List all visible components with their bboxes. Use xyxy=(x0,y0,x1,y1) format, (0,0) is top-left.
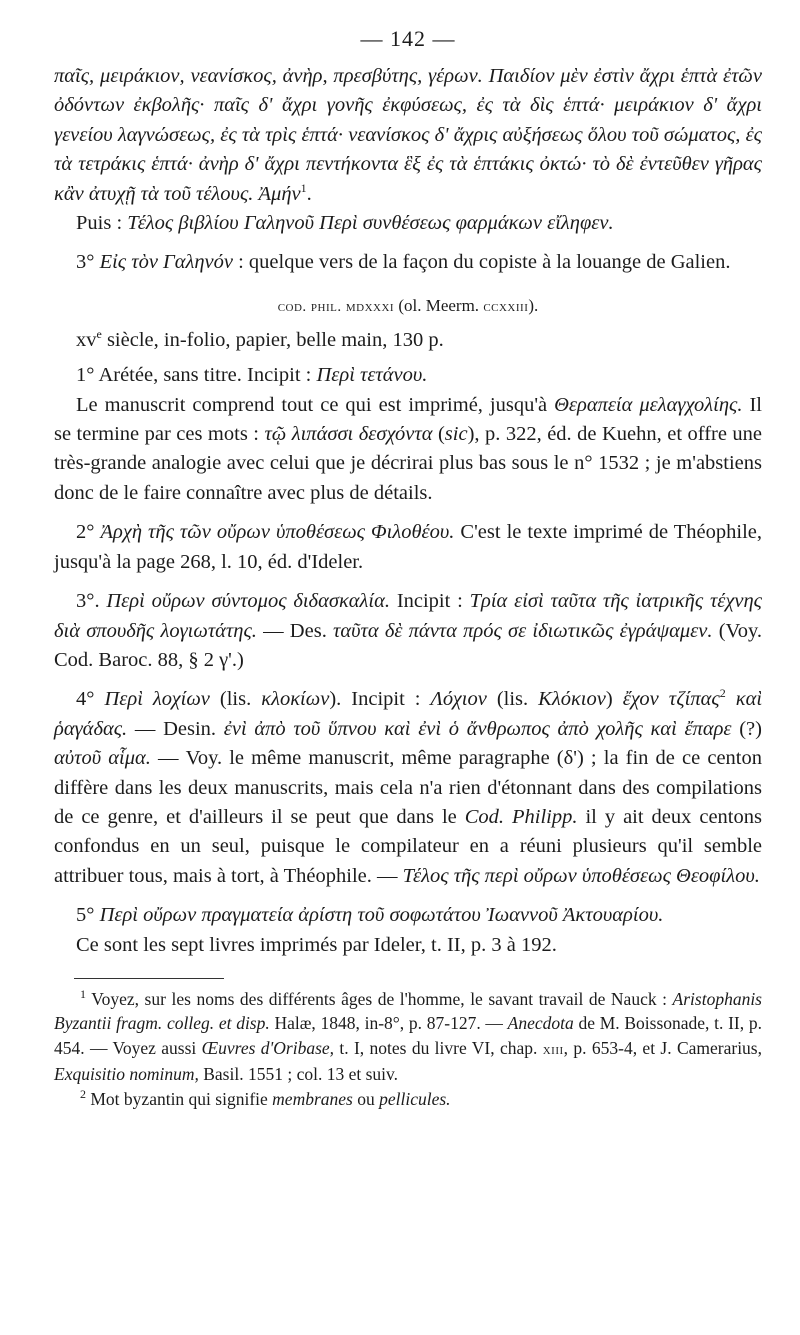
text: (ol. Meerm. xyxy=(394,295,484,315)
text: 1° Arétée, sans titre. Incipit : xyxy=(76,364,317,387)
superscript: e xyxy=(96,327,102,342)
footnote-ref[interactable]: 2 xyxy=(719,686,726,701)
italic-text: pellicules. xyxy=(379,1088,451,1109)
greek-ages-paragraph xyxy=(54,62,762,209)
roman-numeral: xiii xyxy=(542,1041,564,1058)
codex-description xyxy=(54,326,762,355)
text: 4° xyxy=(76,688,105,711)
text: Basil. 1551 ; col. 13 et suiv. xyxy=(198,1064,398,1085)
greek-text: Τέλος βιβλίου Γαληνοῦ Περὶ συνθέσεως φαρμάκων εἴληφεν. xyxy=(127,212,614,235)
text: Incipit : xyxy=(390,590,470,613)
text: ), p. 322, éd. de Kuehn, et offre une très-grande analogie avec celui que je décrirai plus bas sous le n° 1532 ; je m'abstiens donc de le faire connaître avec plus de détails. xyxy=(54,423,763,504)
text: de M. Boissonade, t. II, p. 454. — Voyez aussi xyxy=(54,1013,762,1058)
item-4-paragraph xyxy=(54,685,762,891)
footnote-1 xyxy=(54,987,762,1087)
item-3-paragraph xyxy=(54,248,762,277)
roman-numeral: ccxxiii xyxy=(483,298,529,315)
greek-text: ἐνὶ ἀπὸ τοῦ ὕπνου καὶ ἐνὶ ὁ ἄνθρωπος ἀπὸ χολῆς καὶ ἔπαρε xyxy=(223,717,732,740)
text: xv xyxy=(76,328,97,351)
text: , p. 653-4, et J. Camerarius, xyxy=(563,1037,762,1058)
text: Puis : xyxy=(76,212,128,235)
text: Halæ, 1848, in-8°, p. 87-127. — xyxy=(269,1013,508,1034)
greek-text: ταῦτα δὲ πάντα πρός σε ἰδιωτικῶς ἐγράψαμεν. xyxy=(333,619,713,642)
item-2-paragraph xyxy=(54,518,762,577)
page-number: — 142 — xyxy=(360,26,456,51)
text: . xyxy=(306,182,312,205)
greek-text: παῖς, μειράκιον, νεανίσκος, ἀνὴρ, πρεσβύτης, γέρων. Παιδίον μὲν ἐστὶν ἄχρι ἑπτὰ ἐτῶν ὀδόντων ἐκβολῆς· παῖς δ' ἄχρι γονῆς ἐκφύσεως, ἐς τὰ δὶς ἑπτά· μειράκιον δ' ἄχρι γενείου λαγνώσεως, ἐς τὰ τρὶς ἑπτά· νεανίσκος δ' ἄχρις αὐξήσεως ὅλου τοῦ σώματος, ἐς τὰ τετράκις ἑπτά· ἀνὴρ δ' ἄχρι πεντήκοντα ἓξ ἐς τὰ ἑπτάκις ὀκτώ· τὸ δὲ ἐντεῦθεν γῆρας κἂν ἀτυχῇ τὰ τοῦ τέλους. Ἀμήν xyxy=(54,65,762,205)
greek-text: Περὶ οὔρων σύντομος διδασκαλία. xyxy=(106,590,391,613)
text: (Voy. Cod. Baroc. 88, § 2 γ'.) xyxy=(54,619,762,671)
item-5-paragraph xyxy=(54,901,762,930)
italic-text: sic xyxy=(444,423,468,446)
greek-text: Λόχιον xyxy=(430,688,487,711)
text: ). Incipit : xyxy=(329,688,431,711)
text: (lis. xyxy=(209,688,262,711)
text: — Des. xyxy=(256,619,334,642)
text: ). xyxy=(528,295,539,315)
text: Ce sont les sept livres imprimés par Ideler, t. II, p. 3 à 192. xyxy=(76,933,557,956)
codex-label: cod. phil. mdxxxi xyxy=(277,298,395,315)
italic-text: membranes xyxy=(272,1088,353,1109)
greek-text: Θεραπεία μελαγχολίης. xyxy=(554,393,743,416)
greek-text: κλοκίων xyxy=(261,688,330,711)
text: 2° xyxy=(76,521,101,544)
greek-text: Ἀρχὴ τῆς τῶν οὔρων ὑποθέσεως Φιλοθέου. xyxy=(100,521,455,544)
footnote-marker: 1 xyxy=(80,987,86,1002)
greek-text: ἔχον τζίπας xyxy=(622,688,720,711)
italic-text: Aristophanis Byzantii fragm. colleg. et disp. xyxy=(54,988,762,1034)
codex-heading xyxy=(54,296,762,316)
text: ( xyxy=(432,423,445,446)
greek-text: τῷ λιπάσσι δεσχόντα xyxy=(264,423,433,446)
greek-text: Κλόκιον xyxy=(538,688,606,711)
greek-text: αὐτοῦ αἷμα. xyxy=(54,747,151,770)
item-1-paragraph xyxy=(54,361,762,390)
greek-text: Περὶ οὔρων πραγματεία ἀρίστη τοῦ σοφωτάτου Ἰωαννοῦ Ἀκτουαρίου. xyxy=(99,904,664,927)
text: siècle, in-folio, papier, belle main, 130 p. xyxy=(101,328,444,351)
footnote-divider xyxy=(74,978,224,979)
greek-text: Περὶ λοχίων xyxy=(104,688,210,711)
footnote-ref[interactable]: 1 xyxy=(300,180,307,195)
greek-text: Περὶ τετάνου. xyxy=(316,364,428,387)
italic-text: Exquisitio nominum, xyxy=(54,1064,199,1085)
item-3b-paragraph xyxy=(54,587,762,675)
text: Mot byzantin qui signifie xyxy=(86,1088,273,1109)
text: Voyez, sur les noms des différents âges de l'homme, le savant travail de Nauck : xyxy=(86,988,673,1009)
greek-text: Τρία εἰσὶ ταῦτα τῆς ἰατρικῆς τέχνης διὰ σπουδῆς λογιωτάτης. xyxy=(54,590,762,642)
footnote-2 xyxy=(54,1087,762,1112)
text: ) xyxy=(605,688,623,711)
italic-text: Cod. Philipp. xyxy=(464,805,578,828)
greek-text: Εἰς τὸν Γαληνόν xyxy=(99,251,233,274)
text: C'est le texte imprimé de Théophile, jusqu'à la page 268, l. 10, éd. d'Ideler. xyxy=(54,521,762,573)
text: 5° xyxy=(76,904,100,927)
greek-text: Τέλος τῆς περὶ οὔρων ὑποθέσεως Θεοφίλου. xyxy=(402,864,760,887)
colophon-paragraph xyxy=(54,209,762,238)
italic-text: Anecdota xyxy=(507,1013,574,1034)
footnote-marker: 2 xyxy=(80,1087,86,1102)
text: Le manuscrit comprend tout ce qui est imprimé, jusqu'à xyxy=(76,393,555,416)
text: 3°. xyxy=(76,590,107,613)
text: Il se termine par ces mots : xyxy=(54,393,762,446)
text: (lis. xyxy=(486,688,539,711)
italic-text: Œuvres d'Oribase, xyxy=(201,1037,335,1058)
text: : quelque vers de la façon du copiste à la louange de Galien. xyxy=(232,251,731,274)
text: il y ait deux centons confondus en un seul, puisque le compilateur en a réuni plusieurs qu'il semble attribuer tous, mais à tort, à Théophile. — xyxy=(54,805,762,887)
text: (?) xyxy=(731,717,762,740)
text: t. I, notes du livre VI, chap. xyxy=(334,1037,543,1058)
ideler-paragraph xyxy=(54,931,762,960)
text: 3° xyxy=(76,251,100,274)
manuscript-paragraph xyxy=(54,391,762,509)
greek-text: καὶ ῥαγάδας. xyxy=(54,688,763,740)
text: — Voy. le même manuscrit, même paragraphe (δ') ; la fin de ce centon diffère dans les deux manuscrits, mais cela n'a rien d'étonnant dans des compilations de ce genre, et d'ailleurs il se peut que dans le xyxy=(54,747,762,828)
text: ou xyxy=(352,1088,380,1109)
text: — Desin. xyxy=(127,717,224,740)
